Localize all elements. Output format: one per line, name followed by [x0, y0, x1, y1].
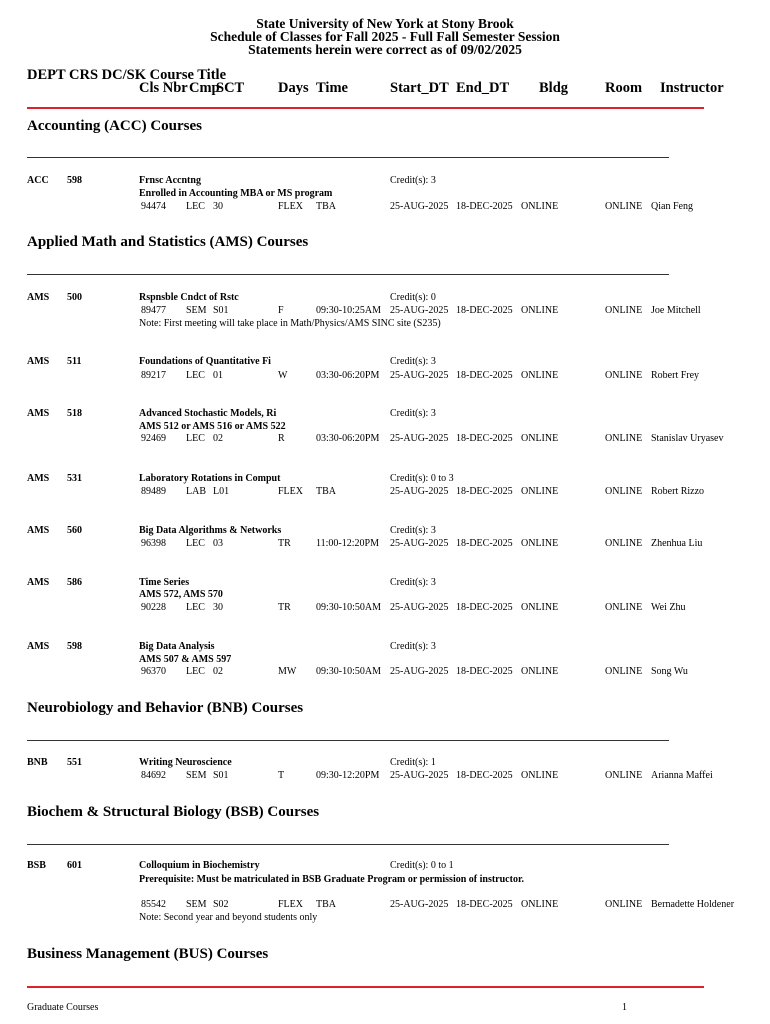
end-date: 18-DEC-2025 — [456, 370, 513, 381]
instructor: Zhenhua Liu — [651, 538, 703, 549]
course-credits: Credit(s): 3 — [390, 356, 436, 367]
course-title: Advanced Stochastic Models, Ri — [139, 408, 277, 419]
course-credits: Credit(s): 3 — [390, 641, 436, 652]
course-number: 560 — [67, 525, 82, 536]
course-dept: AMS — [27, 356, 50, 367]
room: ONLINE — [605, 201, 643, 212]
start-date: 25-AUG-2025 — [390, 305, 449, 316]
component: SEM — [186, 305, 207, 316]
column-heading-instructor: Instructor — [660, 80, 724, 96]
start-date: 25-AUG-2025 — [390, 602, 449, 613]
instructor: Joe Mitchell — [651, 305, 701, 316]
building: ONLINE — [521, 538, 559, 549]
section-divider — [27, 740, 669, 741]
section-code: 30 — [213, 201, 223, 212]
start-date: 25-AUG-2025 — [390, 538, 449, 549]
end-date: 18-DEC-2025 — [456, 486, 513, 497]
class-number: 92469 — [141, 433, 166, 444]
course-credits: Credit(s): 3 — [390, 408, 436, 419]
building: ONLINE — [521, 899, 559, 910]
section-code: 02 — [213, 433, 223, 444]
section-heading-ams: Applied Math and Statistics (AMS) Courses — [27, 234, 309, 250]
class-number: 89217 — [141, 370, 166, 381]
section-code: S02 — [213, 899, 229, 910]
building: ONLINE — [521, 486, 559, 497]
instructor: Song Wu — [651, 666, 688, 677]
component: LEC — [186, 602, 205, 613]
course-number: 531 — [67, 473, 82, 484]
end-date: 18-DEC-2025 — [456, 433, 513, 444]
room: ONLINE — [605, 538, 643, 549]
page-number: 1 — [622, 1002, 627, 1013]
column-heading-cmp: Cmp — [189, 80, 220, 96]
course-title: Colloquium in Biochemistry — [139, 860, 260, 871]
course-number: 551 — [67, 757, 82, 768]
course-dept: ACC — [27, 175, 49, 186]
instructor: Qian Feng — [651, 201, 693, 212]
column-heading-start: Start_DT — [390, 80, 449, 96]
column-heading-days: Days — [278, 80, 309, 96]
course-dept: AMS — [27, 473, 50, 484]
component: LEC — [186, 666, 205, 677]
section-code: 02 — [213, 666, 223, 677]
column-heading-sct: SCT — [216, 80, 245, 96]
building: ONLINE — [521, 770, 559, 781]
start-date: 25-AUG-2025 — [390, 486, 449, 497]
section-divider — [27, 157, 669, 158]
course-title: Big Data Analysis — [139, 641, 215, 652]
section-code: 30 — [213, 602, 223, 613]
time: 03:30-06:20PM — [316, 433, 380, 444]
class-number: 89477 — [141, 305, 166, 316]
start-date: 25-AUG-2025 — [390, 370, 449, 381]
room: ONLINE — [605, 486, 643, 497]
building: ONLINE — [521, 305, 559, 316]
course-dept: AMS — [27, 292, 50, 303]
instructor: Stanislav Uryasev — [651, 433, 724, 444]
time: 09:30-10:25AM — [316, 305, 381, 316]
days: F — [278, 305, 284, 316]
component: LEC — [186, 433, 205, 444]
instructor: Robert Frey — [651, 370, 700, 381]
days: FLEX — [278, 486, 303, 497]
building: ONLINE — [521, 433, 559, 444]
time: 09:30-10:50AM — [316, 602, 381, 613]
time: TBA — [316, 201, 336, 212]
component: LEC — [186, 201, 205, 212]
course-note: Note: Second year and beyond students only — [139, 912, 318, 923]
days: T — [278, 770, 285, 781]
start-date: 25-AUG-2025 — [390, 201, 449, 212]
instructor: Robert Rizzo — [651, 486, 705, 497]
room: ONLINE — [605, 666, 643, 677]
start-date: 25-AUG-2025 — [390, 770, 449, 781]
course-credits: Credit(s): 3 — [390, 175, 436, 186]
column-heading-bldg: Bldg — [539, 80, 569, 96]
course-title: Time Series — [139, 577, 190, 588]
report-title: State University of New York at Stony Brook — [256, 16, 514, 31]
course-credits: Credit(s): 1 — [390, 757, 436, 768]
time: TBA — [316, 486, 336, 497]
days: FLEX — [278, 201, 303, 212]
class-number: 94474 — [141, 201, 166, 212]
room: ONLINE — [605, 602, 643, 613]
component: LAB — [186, 486, 206, 497]
course-dept: AMS — [27, 641, 50, 652]
section-divider — [27, 274, 669, 275]
course-dept: AMS — [27, 525, 50, 536]
class-number: 84692 — [141, 770, 166, 781]
course-title: Laboratory Rotations in Comput — [139, 473, 281, 484]
column-heading-room: Room — [605, 80, 643, 96]
course-requirement: AMS 512 or AMS 516 or AMS 522 — [139, 421, 286, 432]
class-number: 90228 — [141, 602, 166, 613]
course-requirement: AMS 507 & AMS 597 — [139, 654, 232, 665]
class-number: 96398 — [141, 538, 166, 549]
days: TR — [278, 602, 291, 613]
section-heading-bsb: Biochem & Structural Biology (BSB) Courses — [27, 804, 320, 820]
start-date: 25-AUG-2025 — [390, 666, 449, 677]
section-code: S01 — [213, 770, 229, 781]
course-requirement: Prerequisite: Must be matriculated in BSB Graduate Program or permission of instructor. — [139, 874, 524, 885]
instructor: Bernadette Holdener — [651, 899, 735, 910]
course-dept: AMS — [27, 408, 50, 419]
footer-rule — [27, 986, 704, 988]
time: TBA — [316, 899, 336, 910]
building: ONLINE — [521, 602, 559, 613]
course-dept: BNB — [27, 757, 48, 768]
column-heading-row1: DEPT CRS DC/SK Course Title — [27, 67, 226, 83]
time: 09:30-12:20PM — [316, 770, 380, 781]
course-number: 511 — [67, 356, 82, 367]
footer-label: Graduate Courses — [27, 1002, 99, 1013]
column-heading-end: End_DT — [456, 80, 510, 96]
instructor: Arianna Maffei — [651, 770, 713, 781]
course-title: Foundations of Quantitative Fi — [139, 356, 271, 367]
start-date: 25-AUG-2025 — [390, 899, 449, 910]
end-date: 18-DEC-2025 — [456, 602, 513, 613]
instructor: Wei Zhu — [651, 602, 686, 613]
header-rule — [27, 107, 704, 109]
course-number: 500 — [67, 292, 82, 303]
end-date: 18-DEC-2025 — [456, 770, 513, 781]
class-number: 85542 — [141, 899, 166, 910]
building: ONLINE — [521, 666, 559, 677]
component: SEM — [186, 770, 207, 781]
days: W — [278, 370, 288, 381]
time: 09:30-10:50AM — [316, 666, 381, 677]
end-date: 18-DEC-2025 — [456, 899, 513, 910]
room: ONLINE — [605, 305, 643, 316]
course-number: 598 — [67, 175, 82, 186]
room: ONLINE — [605, 370, 643, 381]
section-heading-bus: Business Management (BUS) Courses — [27, 946, 269, 962]
course-credits: Credit(s): 0 to 3 — [390, 473, 454, 484]
end-date: 18-DEC-2025 — [456, 201, 513, 212]
course-credits: Credit(s): 0 to 1 — [390, 860, 454, 871]
component: LEC — [186, 538, 205, 549]
course-requirement: AMS 572, AMS 570 — [139, 589, 223, 600]
course-number: 586 — [67, 577, 82, 588]
end-date: 18-DEC-2025 — [456, 666, 513, 677]
component: LEC — [186, 370, 205, 381]
time: 11:00-12:20PM — [316, 538, 379, 549]
course-dept: BSB — [27, 860, 46, 871]
course-title: Rspnsble Cndct of Rstc — [139, 292, 239, 303]
report-date-statement: Statements herein were correct as of 09/02/2025 — [248, 42, 522, 57]
course-note: Note: First meeting will take place in Math/Physics/AMS SINC site (S235) — [139, 318, 441, 329]
course-number: 598 — [67, 641, 82, 652]
room: ONLINE — [605, 770, 643, 781]
end-date: 18-DEC-2025 — [456, 538, 513, 549]
days: FLEX — [278, 899, 303, 910]
end-date: 18-DEC-2025 — [456, 305, 513, 316]
days: TR — [278, 538, 291, 549]
section-code: 01 — [213, 370, 223, 381]
course-title: Frnsc Accntng — [139, 175, 201, 186]
section-code: S01 — [213, 305, 229, 316]
class-number: 89489 — [141, 486, 166, 497]
component: SEM — [186, 899, 207, 910]
time: 03:30-06:20PM — [316, 370, 380, 381]
course-credits: Credit(s): 0 — [390, 292, 436, 303]
class-number: 96370 — [141, 666, 166, 677]
section-heading-bnb: Neurobiology and Behavior (BNB) Courses — [27, 700, 304, 716]
report-subtitle: Schedule of Classes for Fall 2025 - Full Fall Semester Session — [210, 29, 560, 44]
course-credits: Credit(s): 3 — [390, 525, 436, 536]
course-title: Writing Neuroscience — [139, 757, 232, 768]
section-heading-acc: Accounting (ACC) Courses — [27, 118, 202, 134]
room: ONLINE — [605, 899, 643, 910]
course-title: Big Data Algorithms & Networks — [139, 525, 282, 536]
course-number: 518 — [67, 408, 82, 419]
building: ONLINE — [521, 201, 559, 212]
course-requirement: Enrolled in Accounting MBA or MS program — [139, 188, 333, 199]
course-number: 601 — [67, 860, 82, 871]
section-code: 03 — [213, 538, 223, 549]
column-heading-time: Time — [316, 80, 348, 96]
days: MW — [278, 666, 297, 677]
section-code: L01 — [213, 486, 230, 497]
building: ONLINE — [521, 370, 559, 381]
section-divider — [27, 844, 669, 845]
days: R — [278, 433, 285, 444]
start-date: 25-AUG-2025 — [390, 433, 449, 444]
course-dept: AMS — [27, 577, 50, 588]
course-credits: Credit(s): 3 — [390, 577, 436, 588]
column-heading-cls: Cls Nbr — [139, 80, 188, 96]
room: ONLINE — [605, 433, 643, 444]
